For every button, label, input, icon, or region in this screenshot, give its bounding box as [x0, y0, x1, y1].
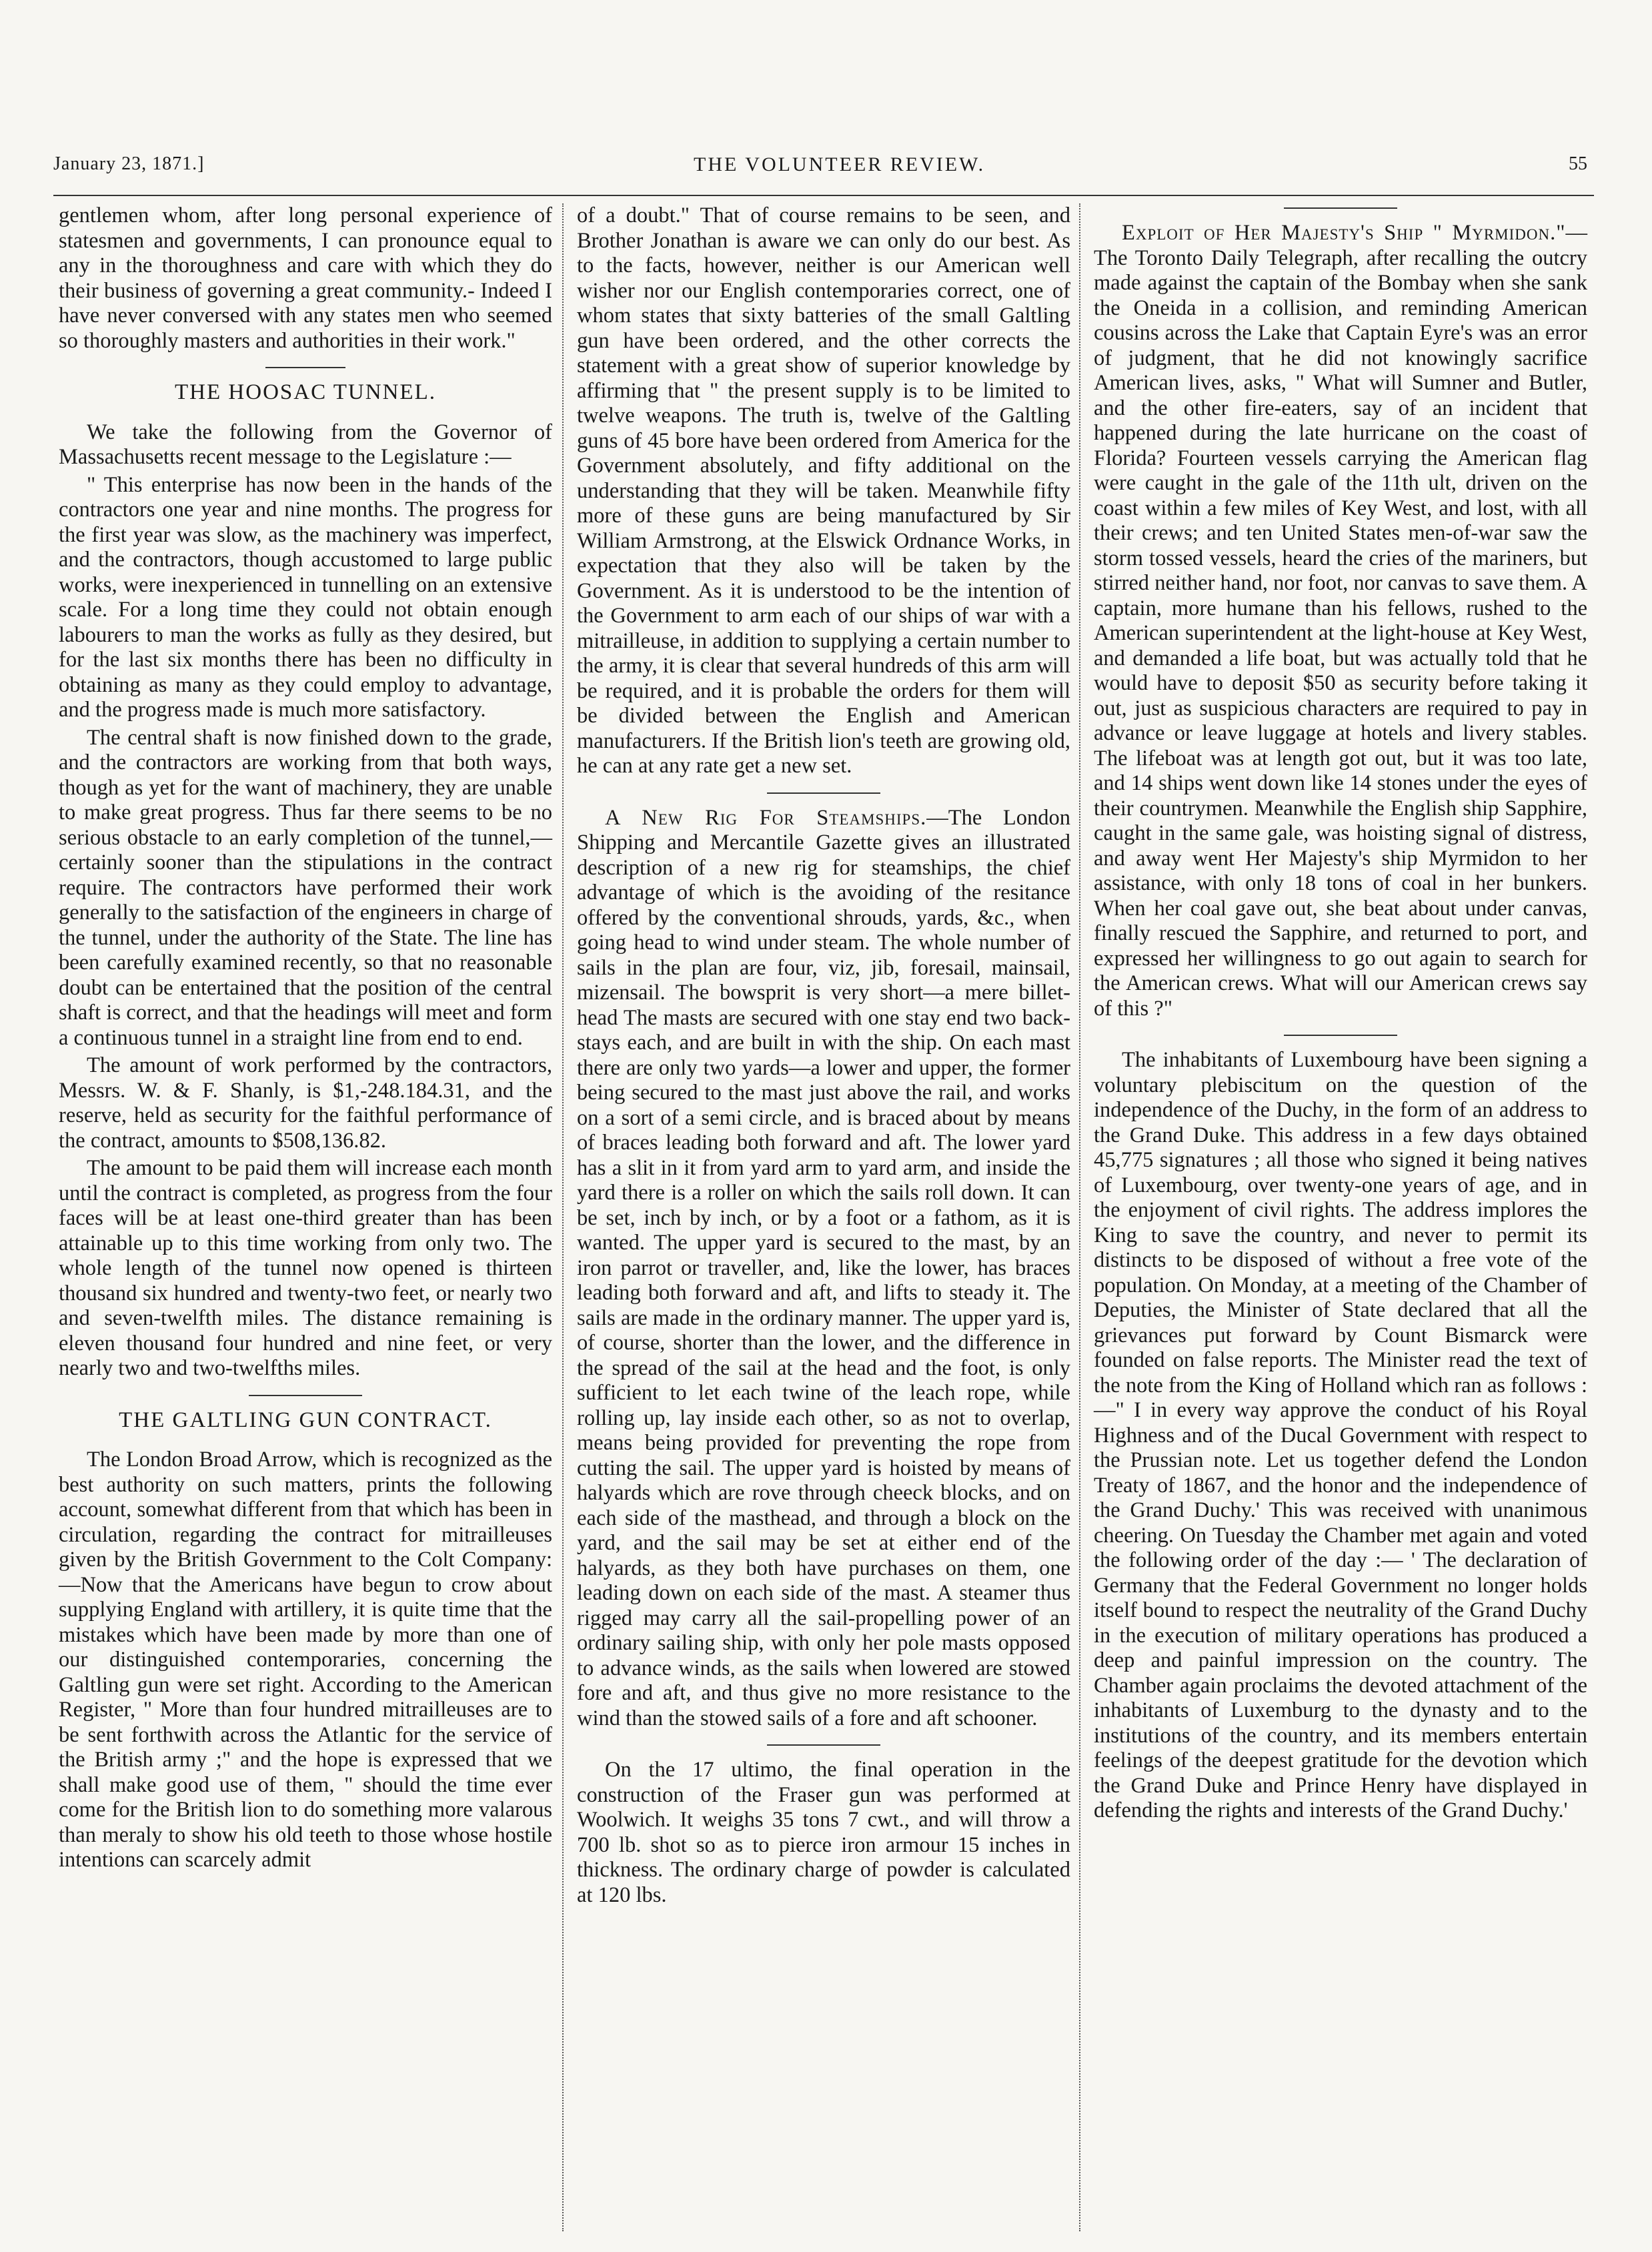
- paragraph: The amount to be paid them will increase each month until the contract is completed, as progress from the four faces will be at least one-third greater than has been attainable up to this time working from only two. The whole length of the tunnel now opened is thirteen thousand six hundred and twenty-two feet, or nearly two and seven-twelfth miles. The distance remaining is eleven thousand four hundred and nine feet, or very nearly two and two-twelfths miles.: [59, 1156, 552, 1380]
- section-rule: [767, 792, 880, 794]
- column-divider: [1079, 203, 1080, 2231]
- article-body: —The Toronto Daily Telegraph, after recalling the outcry made against the captain of the Bombay when she sank the Oneida in a collision, and reminding American cousins across the Lake that Captain Eyre's was an error of judgment, that he did not knowingly sacrifice American lives, asks, " What will Sumner and Butler, and the other fire-eaters, say of an incident that happened during the late hurricane on the coast of Florida? Fourteen vessels carrying the American flag were caught in the gale of the 11th ult, driven on the coast within a few miles of Key West, and lost, with all their crews; and ten United States men-of-war saw the storm tossed vessels, heard the cries of the mariners, but stirred neither hand, nor foot, nor canvas to save them. A captain, more humane than his fellows, rushed to the American superintendent at the light-house at Key West, and demanded a life boat, but was actually told that he would have to deposit $50 as security before taking it out, just as suspicious characters are required to pay in advance or leave luggage at hotels and livery stables. The lifeboat was at length got out, but it was too late, and 14 ships went down like 14 stones under the eyes of their countrymen. Meanwhile the English ship Sapphire, caught in the same gale, was hoisting signal of distress, and away went Her Majesty's ship Myrmidon to her assistance, with only 18 tons of coal in her bunkers. When her coal gave out, she beat about under canvas, finally rescued the Sapphire, and returned to port, and expressed her willingness to go out again to search for the American crews. What will our American crews say of this ?": [1094, 221, 1587, 1021]
- paragraph: gentlemen whom, after long personal experience of statesmen and governments, I can pronounce equal to any in the thoroughness and care with which they do their business of governing a great community.- Indeed I have never conversed with any states men who seemed so thoroughly masters and authorities in their work.": [59, 203, 552, 353]
- section-rule: [249, 1395, 362, 1396]
- heading-hoosac-tunnel: THE HOOSAC TUNNEL.: [175, 380, 436, 404]
- paragraph: [1094, 221, 1587, 1021]
- paragraph: [577, 806, 1070, 1732]
- article-lead: Exploit of Her Majesty's Ship " Myrmidon.": [1122, 221, 1566, 245]
- paragraph: The inhabitants of Luxembourg have been signing a voluntary plebiscitum on the question of the independence of the Duchy, in the form of an address to the Grand Duke. This address in a few days obtained 45,775 signatures ; all those who signed it being natives of Luxembourg, over twenty-one years of age, and in the enjoyment of civil rights. The address implores the King to save the country, and never to permit its distincts to be disposed of without a free vote of the population. On Monday, at a meeting of the Chamber of Deputies, the Minister of State declared that all the grievances put forward by Count Bismarck were founded on false reports. The Minister read the text of the note from the King of Holland which ran as follows :—" I in every way approve the conduct of his Royal Highness and of the Ducal Government with respect to the Prussian note. Let us together defend the London Treaty of 1867, and the honor and the independence of the Grand Duchy.' This was received with unanimous cheering. On Tuesday the Chamber met again and voted the following order of the day :— ' The declaration of Germany that the Federal Government no longer holds itself bound to respect the neutrality of the Grand Duchy in the execution of military operations has produced a deep and painful impression on the country. The Chamber again proclaims the devoted attachment of the inhabitants of Luxemburg to the dynasty and to the institutions of the country, and its members entertain feelings of the deepest gratitude for the devotion which the Grand Duke and Prince Henry have displayed in defending the rights and interests of the Grand Duchy.': [1094, 1048, 1587, 1822]
- page-number: 55: [1569, 153, 1587, 174]
- paragraph: " This enterprise has now been in the hands of the contractors one year and nine months. The progress for the first year was slow, as the machinery was imperfect, and the contractors, though accustomed to large public works, were inexperienced in tunnelling on an extensive scale. For a long time they could not obtain enough labourers to man the works as fully as they desired, but for the last six months there has been no difficulty in obtaining as many as they could employ to advantage, and the progress made is much more satisfactory.: [59, 472, 552, 722]
- issue-date: January 23, 1871.]: [53, 153, 205, 174]
- column-divider: [562, 203, 564, 2231]
- column-1: [59, 203, 552, 1876]
- heading-gatling-gun: THE GALTLING GUN CONTRACT.: [119, 1408, 492, 1432]
- paragraph: On the 17 ultimo, the final operation in the construction of the Fraser gun was performed at Woolwich. It weighs 35 tons 7 cwt., and will throw a 700 lb. shot so as to pierce iron armour 15 inches in thickness. The ordinary charge of powder is calculated at 120 lbs.: [577, 1758, 1070, 1907]
- header-rule: [53, 195, 1594, 196]
- publication-title: THE VOLUNTEER REVIEW.: [694, 153, 986, 175]
- paragraph: The amount of work performed by the contractors, Messrs. W. & F. Shanly, is $1,-248.184.31, and the reserve, held as security for the faithful performance of the contract, amounts to $508,136.82.: [59, 1053, 552, 1153]
- article-lead: A New Rig For Steamships.: [605, 805, 927, 830]
- paragraph: of a doubt." That of course remains to be seen, and Brother Jonathan is aware we can only do our best. As to the facts, however, neither is our American well wisher nor our English contemporaries correct, one of whom states that sixty batteries of the small Galtling gun have been ordered, and the other corrects the statement with a great show of superior knowledge by affirming that " the present supply is to be limited to twelve weapons. The truth is, twelve of the Galtling guns of 45 bore have been ordered from America for the Government absolutely, and fifty additional on the understanding that they will be taken. Meanwhile fifty more of these guns are being manufactured by Sir William Armstrong, at the Elswick Ordnance Works, in expectation that they also will be taken by the Government. As it is understood to be the intention of the Government to arm each of our ships of war with a mitrailleuse, in addition to supplying a certain number to the army, it is clear that several hundreds of this arm will be required, and it is probable the orders for them will be divided between the English and American manufacturers. If the British lion's teeth are growing old, he can at any rate get a new set.: [577, 203, 1070, 778]
- section-rule: [265, 367, 345, 368]
- paragraph: We take the following from the Governor of Massachusetts recent message to the Legislature :—: [59, 420, 552, 469]
- column-2: [577, 203, 1070, 1910]
- page-header: [53, 153, 1601, 180]
- section-rule: [767, 1744, 880, 1746]
- paragraph: The central shaft is now finished down to the grade, and the contractors are working from that both ways, though as yet for the want of machinery, they are unable to make great progress. Thus far there seems to be no serious obstacle to an early completion of the tunnel,—certainly sooner than the stipulations in the contract require. The contractors have performed their work generally to the satisfaction of the engineers in charge of the tunnel, under the authority of the State. The line has been carefully examined recently, so that no reasonable doubt can be entertained that the position of the central shaft is correct, and that the headings will meet and form a continuous tunnel in a straight line from end to end.: [59, 725, 552, 1050]
- paragraph: The London Broad Arrow, which is recognized as the best authority on such matters, prints the following account, somewhat different from that which has been in circulation, regarding the contract for mitrailleuses given by the British Government to the Colt Company:—Now that the Americans have begun to crow about supplying England with artillery, it is quite time that the mistakes which have been made by more than one of our distinguished contemporaries, concerning the Galtling gun were set right. According to the American Register, " More than four hundred mitrailleuses are to be sent forthwith across the Atlantic for the service of the British army ;" and the hope is expressed that we shall make good use of them, " should the time ever come for the British lion to do something more valarous than meraly to show his old teeth to those whose hostile intentions can scarcely admit: [59, 1448, 552, 1872]
- column-3: [1094, 203, 1587, 1826]
- section-rule: [1284, 1035, 1397, 1036]
- section-rule: [1284, 207, 1397, 209]
- article-body: —The London Shipping and Mercantile Gazette gives an illustrated description of a new rig for steamships, the chief advantage of which is the avoiding of the resitance offered by the conventional shrouds, yards, &c., when going head to wind under steam. The whole number of sails in the plan are four, viz, jib, foresail, mainsail, mizensail. The bowsprit is very short—a mere billet-head The masts are secured with one stay end two back-stays each, and are built in with the ship. On each mast there are only two yards—a lower and upper, the former being secured to the mast just above the rail, and works on a sort of a semi circle, and is braced about by means of braces leading both forward and aft. The lower yard has a slit in it from yard arm to yard arm, and inside the yard there is a roller on which the sails roll down. It can be set, inch by inch, or by a foot or a fathom, as it is wanted. The upper yard is secured to the mast, by an iron parrot or traveller, and, like the lower, has braces leading both forward and aft, and lifts to steady it. The sails are made in the ordinary manner. The upper yard is, of course, shorter than the lower, and the difference in the spread of the sail at the head and the foot, is only sufficient to let each twine of the leach rope, while rolling up, lay inside each other, so as not to overlap, means being provided for preventing the rope from cutting the sail. The upper yard is hoisted by means of halyards which are rove through cheeck blocks, and on each side of the masthead, and through a block on the yard, and the sail may be set at either end of the halyards, as they both have purchases on them, one leading down on each side of the mast. A steamer thus rigged may carry all the sail-propelling power of an ordinary sailing ship, with only her pole masts opposed to advance winds, as the sails when lowered are stowed fore and aft, and thus give no more resistance to the wind than the stowed sails of a fore and aft schooner.: [577, 805, 1070, 1730]
